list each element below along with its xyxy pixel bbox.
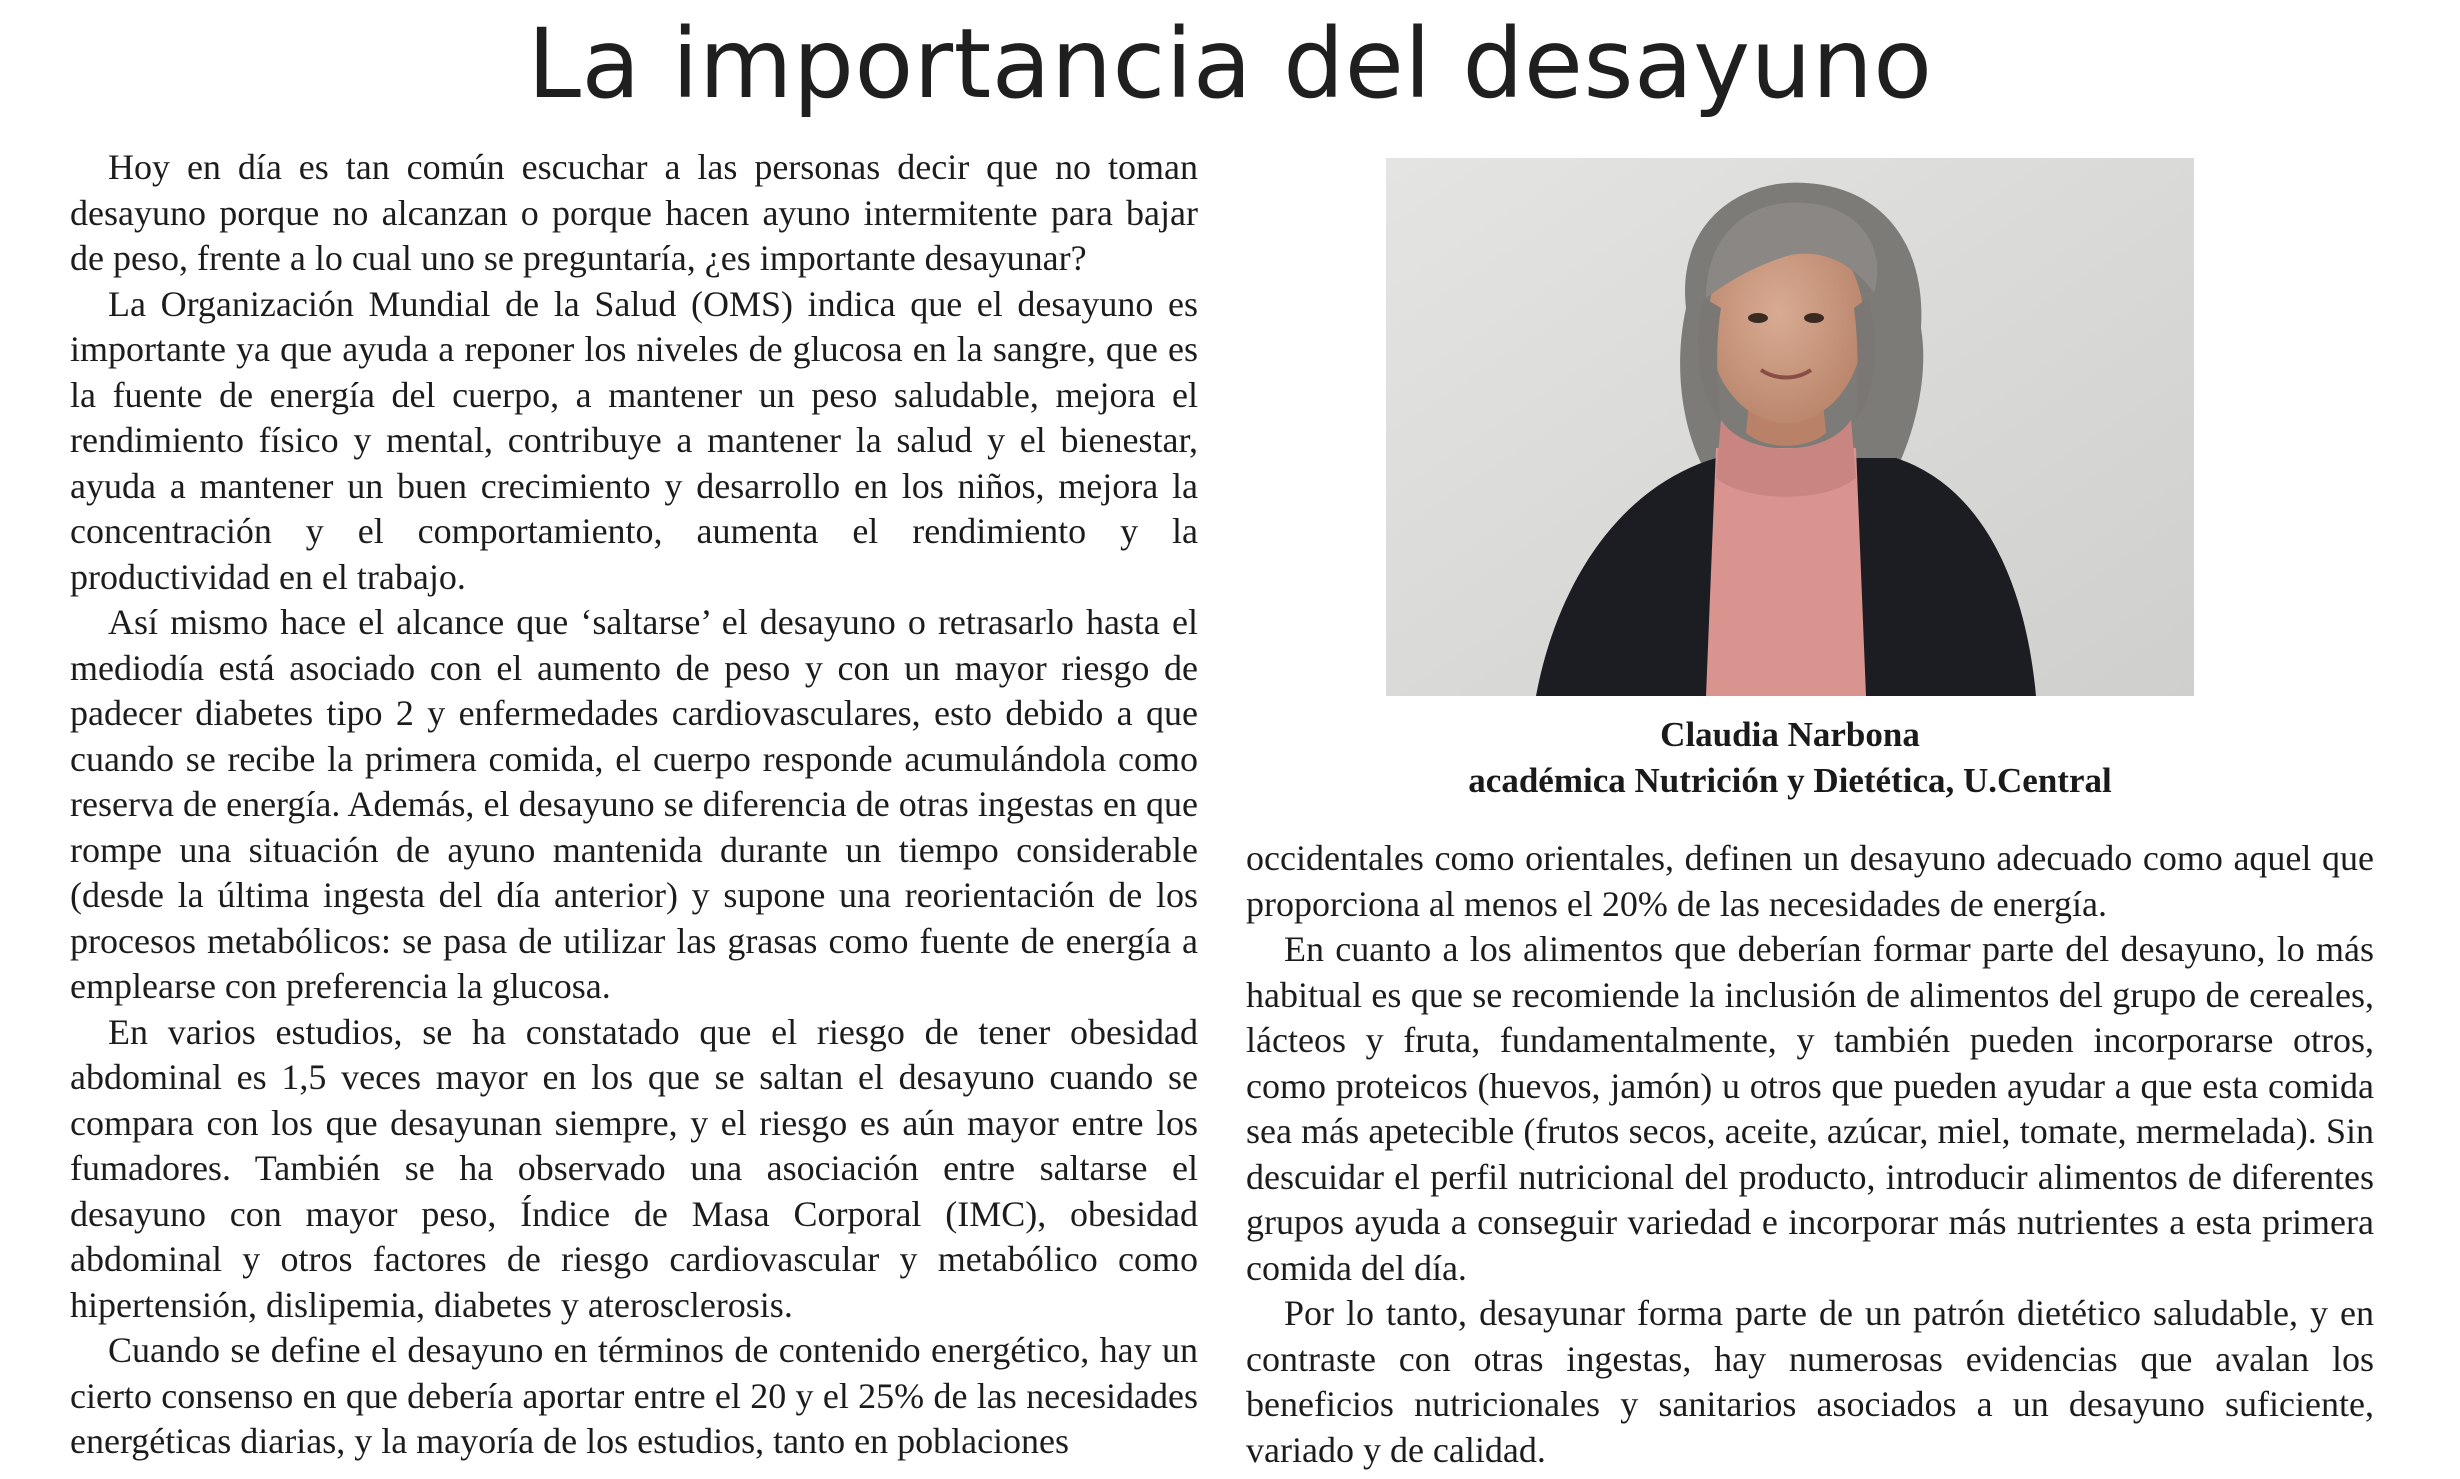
paragraph: Así mismo hace el alcance que ‘saltarse’ el desayuno o retrasarlo hasta el mediodía está asociado con el aumento de peso y con un mayor riesgo de padecer diabetes tipo 2 y enfermedades cardiovasculares, esto debido a que cuando se recibe la primera comida, el cuerpo responde acumulándola como reserva de energía. Además, el desayuno se diferencia de otras ingestas en que rompe una situación de ayuno mantenida durante un tiempo considerable (desde la última ingesta del día anterior) y supone una reorientación de los procesos metabólicos: se pasa de utilizar las grasas como fuente de energía a emplearse con preferencia la glucosa. <box>70 602 1198 1006</box>
paragraph: Por lo tanto, desayunar forma parte de un patrón dietético saludable, y en contraste con otras ingestas, hay numerosas evidencias que avalan los beneficios nutricionales y sanitarios asociados a un desayuno suficiente, variado y de calidad. <box>1246 1293 2374 1470</box>
article-left-column <box>70 145 1198 1465</box>
paragraph: La Organización Mundial de la Salud (OMS) indica que el desayuno es importante ya que ayuda a reponer los niveles de glucosa en la sangre, que es la fuente de energía del cuerpo, a mantener un peso saludable, mejora el rendimiento físico y mental, contribuye a mantener la salud y el bienestar, ayuda a mantener un buen crecimiento y desarrollo en los niños, mejora la concentración y el comportamiento, aumenta el rendimiento y la productividad en el trabajo. <box>70 283 1198 597</box>
paragraph: Hoy en día es tan común escuchar a las personas decir que no toman desayuno porque no alcanzan o porque hacen ayuno intermitente para bajar de peso, frente a lo cual uno se preguntaría, ¿es importante desayunar? <box>70 147 1198 278</box>
article-title: La importancia del desayuno <box>527 8 1933 120</box>
paragraph: occidentales como orientales, definen un desayuno adecuado como aquel que proporciona al menos el 20% de las necesidades de energía. <box>1246 838 2374 924</box>
portrait-illustration <box>1386 158 2194 696</box>
paragraph: Cuando se define el desayuno en términos de contenido energético, hay un cierto consenso en que debería aportar entre el 20 y el 25% de las necesidades energéticas diarias, y la mayoría de los estudios, tanto en poblaciones <box>70 1330 1198 1461</box>
article-right-column <box>1246 836 2374 1473</box>
paragraph: En cuanto a los alimentos que deberían formar parte del desayuno, lo más habitual es que se recomiende la inclusión de alimentos del grupo de cereales, lácteos y fruta, fundamentalmente, y también pueden incorporarse otros, como proteicos (huevos, jamón) u otros que pueden ayudar a que esta comida sea más apetecible (frutos secos, aceite, azúcar, miel, tomate, mermelada). Sin descuidar el perfil nutricional del producto, introducir alimentos de diferentes grupos ayuda a conseguir variedad e incorporar más nutrientes a esta primera comida del día. <box>1246 929 2374 1288</box>
paragraph: En varios estudios, se ha constatado que el riesgo de tener obesidad abdominal es 1,5 veces mayor en los que se saltan el desayuno cuando se compara con los que desayunan siempre, y el riesgo es aún mayor entre los fumadores. También se ha observado una asociación entre saltarse el desayuno con mayor peso, Índice de Masa Corporal (IMC), obesidad abdominal y otros factores de riesgo cardiovascular y metabólico como hipertensión, dislipemia, diabetes y aterosclerosis. <box>70 1011 1198 1325</box>
caption-role: académica Nutrición y Dietética, U.Central <box>1468 761 2112 800</box>
photo-caption <box>1386 712 2194 804</box>
portrait-photo <box>1386 158 2194 696</box>
caption-name: Claudia Narbona <box>1660 715 1920 754</box>
